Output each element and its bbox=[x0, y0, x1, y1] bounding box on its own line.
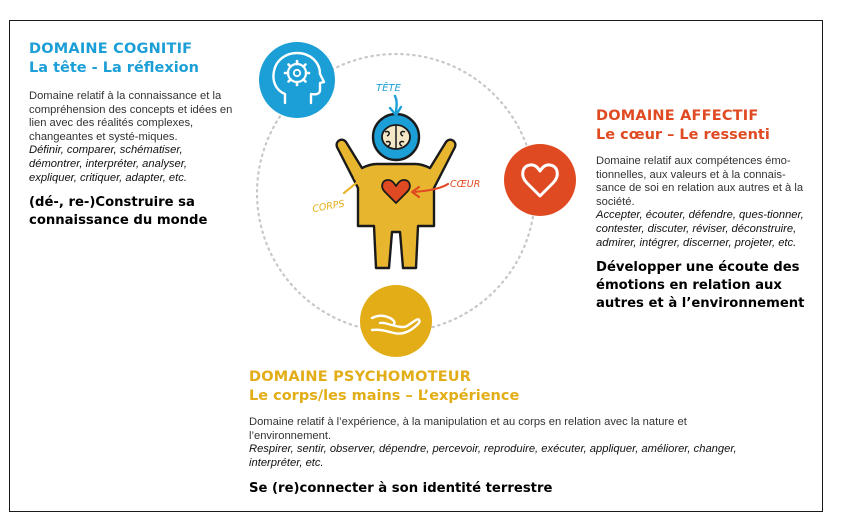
affective-verbs: Accepter, écouter, défendre, ques-tionner, contester, discuter, réviser, déconstruire, admirer, intégrer, discerner, projeter, etc. bbox=[596, 209, 804, 249]
head-gear-icon bbox=[259, 42, 335, 118]
psychomotor-domain bbox=[249, 368, 739, 498]
hand-icon bbox=[360, 285, 432, 357]
cognitive-verbs: Définir, comparer, schématiser, démontrer, interpréter, analyser, expliquer, critiquer, adapter, etc. bbox=[29, 144, 187, 184]
psychomotor-verbs: Respirer, sentir, observer, dépendre, percevoir, reproduire, exécuter, appliquer, améliorer, changer, interpréter, etc. bbox=[249, 443, 737, 469]
head-label: TÊTE bbox=[376, 83, 401, 94]
affective-subtitle: Le cœur – Le ressenti bbox=[596, 127, 770, 143]
body-label: CORPS bbox=[311, 198, 346, 216]
figure-body bbox=[337, 114, 456, 268]
affective-title: DOMAINE AFFECTIF bbox=[596, 108, 759, 124]
head-arrow bbox=[395, 96, 397, 113]
cognitive-domain bbox=[29, 40, 234, 230]
psychomotor-subtitle: Le corps/les mains – L’expérience bbox=[249, 388, 520, 404]
psychomotor-tagline: Se (re)connecter à son identité terrestre bbox=[249, 481, 553, 497]
affective-domain bbox=[596, 107, 808, 313]
psychomotor-description: Domaine relatif à l’expérience, à la manipulation et au corps en relation avec la nature et l’environnement. bbox=[249, 416, 687, 442]
affective-description: Domaine relatif aux compétences émo-tionnelles, aux valeurs et à la connais-sance de soi en relation aux autres et à la société. bbox=[596, 155, 804, 208]
heart-icon bbox=[504, 144, 576, 216]
psychomotor-title: DOMAINE PSYCHOMOTEUR bbox=[249, 369, 472, 385]
cognitive-tagline: (dé-, re-)Construire sa connaissance du monde bbox=[29, 195, 208, 229]
heart-label: CŒUR bbox=[450, 179, 481, 190]
affective-tagline: Développer une écoute des émotions en relation aux autres et à l’environnement bbox=[596, 260, 805, 312]
cognitive-description: Domaine relatif à la connaissance et la compréhension des concepts et idées en lien avec des réalités complexes, changeantes et systé-miques. bbox=[29, 90, 233, 143]
cognitive-subtitle: La tête - La réflexion bbox=[29, 60, 199, 76]
cognitive-title: DOMAINE COGNITIF bbox=[29, 41, 193, 57]
